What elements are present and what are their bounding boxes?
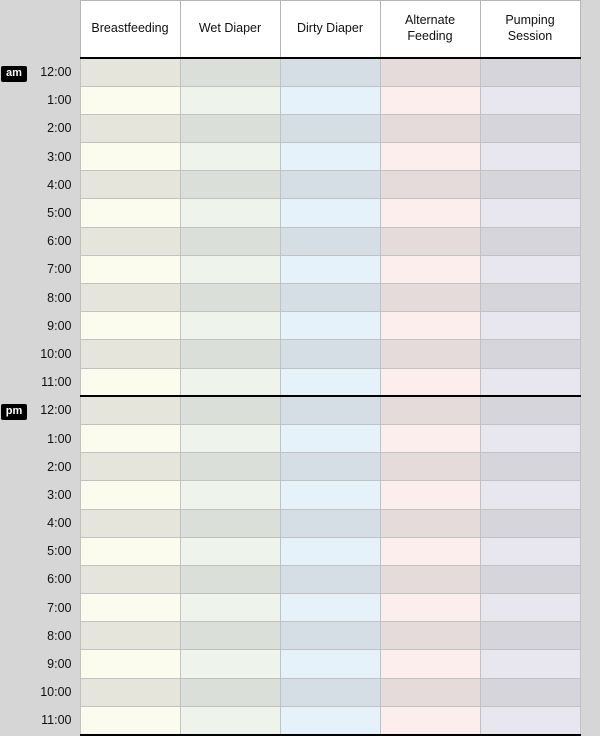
log-cell-dirty_diaper[interactable] — [280, 678, 380, 706]
column-header-alternate-feeding: Alternate Feeding — [380, 1, 480, 59]
period-cell — [0, 537, 28, 565]
log-cell-wet_diaper[interactable] — [180, 340, 280, 368]
log-cell-wet_diaper[interactable] — [180, 171, 280, 199]
log-cell-wet_diaper[interactable] — [180, 678, 280, 706]
hour-row — [0, 227, 580, 255]
period-cell — [0, 171, 28, 199]
log-cell-alternate_feeding[interactable] — [380, 706, 480, 734]
log-cell-pumping_session[interactable] — [480, 537, 580, 565]
hour-row — [0, 594, 580, 622]
log-cell-alternate_feeding[interactable] — [380, 481, 480, 509]
log-cell-wet_diaper[interactable] — [180, 58, 280, 86]
log-cell-wet_diaper[interactable] — [180, 537, 280, 565]
hour-row — [0, 481, 580, 509]
log-cell-alternate_feeding[interactable] — [380, 622, 480, 650]
log-cell-pumping_session[interactable] — [480, 255, 580, 283]
log-cell-alternate_feeding[interactable] — [380, 396, 480, 424]
log-cell-alternate_feeding[interactable] — [380, 143, 480, 171]
header-row — [0, 1, 580, 59]
log-cell-pumping_session[interactable] — [480, 453, 580, 481]
hour-row — [0, 340, 580, 368]
log-cell-dirty_diaper[interactable] — [280, 424, 380, 452]
period-cell — [0, 594, 28, 622]
log-cell-wet_diaper[interactable] — [180, 622, 280, 650]
log-cell-dirty_diaper[interactable] — [280, 284, 380, 312]
period-badge: am — [1, 66, 27, 82]
log-cell-dirty_diaper[interactable] — [280, 650, 380, 678]
hour-row — [0, 199, 580, 227]
hour-row — [0, 143, 580, 171]
hour-row — [0, 86, 580, 114]
log-cell-dirty_diaper[interactable] — [280, 537, 380, 565]
log-cell-wet_diaper[interactable] — [180, 143, 280, 171]
hour-row — [0, 58, 580, 86]
log-cell-breastfeeding[interactable] — [80, 424, 180, 452]
hour-row — [0, 424, 580, 452]
log-cell-alternate_feeding[interactable] — [380, 284, 480, 312]
period-cell — [0, 255, 28, 283]
log-cell-alternate_feeding[interactable] — [380, 340, 480, 368]
log-cell-pumping_session[interactable] — [480, 594, 580, 622]
table-body — [0, 58, 580, 735]
time-label: 5:00 — [28, 537, 80, 565]
log-cell-pumping_session[interactable] — [480, 340, 580, 368]
log-cell-pumping_session[interactable] — [480, 58, 580, 86]
log-cell-pumping_session[interactable] — [480, 565, 580, 593]
log-cell-dirty_diaper[interactable] — [280, 143, 380, 171]
log-cell-alternate_feeding[interactable] — [380, 312, 480, 340]
time-label: 6:00 — [28, 565, 80, 593]
period-cell — [0, 340, 28, 368]
period-cell — [0, 199, 28, 227]
hour-row — [0, 284, 580, 312]
log-cell-pumping_session[interactable] — [480, 199, 580, 227]
log-cell-pumping_session[interactable] — [480, 143, 580, 171]
log-cell-wet_diaper[interactable] — [180, 114, 280, 142]
time-label: 10:00 — [28, 340, 80, 368]
log-cell-wet_diaper[interactable] — [180, 368, 280, 396]
log-cell-breastfeeding[interactable] — [80, 58, 180, 86]
log-cell-breastfeeding[interactable] — [80, 312, 180, 340]
log-cell-breastfeeding[interactable] — [80, 481, 180, 509]
time-label: 2:00 — [28, 453, 80, 481]
period-cell — [0, 396, 28, 424]
log-cell-dirty_diaper[interactable] — [280, 255, 380, 283]
hour-row — [0, 565, 580, 593]
time-label: 4:00 — [28, 171, 80, 199]
log-cell-alternate_feeding[interactable] — [380, 594, 480, 622]
log-cell-alternate_feeding[interactable] — [380, 58, 480, 86]
log-cell-alternate_feeding[interactable] — [380, 255, 480, 283]
period-cell — [0, 284, 28, 312]
log-cell-pumping_session[interactable] — [480, 227, 580, 255]
table-header — [0, 1, 580, 59]
period-cell — [0, 565, 28, 593]
log-cell-breastfeeding[interactable] — [80, 171, 180, 199]
log-cell-dirty_diaper[interactable] — [280, 114, 380, 142]
log-cell-wet_diaper[interactable] — [180, 706, 280, 734]
period-cell — [0, 481, 28, 509]
log-cell-wet_diaper[interactable] — [180, 227, 280, 255]
log-cell-wet_diaper[interactable] — [180, 481, 280, 509]
log-cell-wet_diaper[interactable] — [180, 509, 280, 537]
log-cell-breastfeeding[interactable] — [80, 537, 180, 565]
period-cell — [0, 622, 28, 650]
log-cell-breastfeeding[interactable] — [80, 114, 180, 142]
log-cell-alternate_feeding[interactable] — [380, 227, 480, 255]
log-cell-alternate_feeding[interactable] — [380, 453, 480, 481]
log-cell-breastfeeding[interactable] — [80, 143, 180, 171]
period-cell — [0, 312, 28, 340]
time-label: 4:00 — [28, 509, 80, 537]
period-cell — [0, 86, 28, 114]
log-cell-dirty_diaper[interactable] — [280, 565, 380, 593]
period-cell — [0, 453, 28, 481]
log-cell-breastfeeding[interactable] — [80, 396, 180, 424]
time-label: 7:00 — [28, 255, 80, 283]
period-cell — [0, 114, 28, 142]
hour-row — [0, 255, 580, 283]
log-cell-alternate_feeding[interactable] — [380, 86, 480, 114]
log-cell-wet_diaper[interactable] — [180, 312, 280, 340]
log-cell-alternate_feeding[interactable] — [380, 424, 480, 452]
log-cell-alternate_feeding[interactable] — [380, 650, 480, 678]
period-cell — [0, 58, 28, 86]
log-cell-dirty_diaper[interactable] — [280, 227, 380, 255]
log-cell-dirty_diaper[interactable] — [280, 86, 380, 114]
period-cell — [0, 650, 28, 678]
hour-row — [0, 312, 580, 340]
log-cell-wet_diaper[interactable] — [180, 650, 280, 678]
hour-row — [0, 650, 580, 678]
log-cell-alternate_feeding[interactable] — [380, 509, 480, 537]
time-label: 12:00 — [28, 396, 80, 424]
log-cell-wet_diaper[interactable] — [180, 284, 280, 312]
log-cell-wet_diaper[interactable] — [180, 424, 280, 452]
log-cell-dirty_diaper[interactable] — [280, 312, 380, 340]
log-cell-dirty_diaper[interactable] — [280, 706, 380, 734]
log-cell-alternate_feeding[interactable] — [380, 199, 480, 227]
hour-row — [0, 396, 580, 424]
header-time-blank — [28, 1, 80, 59]
log-cell-breastfeeding[interactable] — [80, 227, 180, 255]
log-cell-breastfeeding[interactable] — [80, 453, 180, 481]
time-label: 11:00 — [28, 368, 80, 396]
time-label: 10:00 — [28, 678, 80, 706]
log-cell-pumping_session[interactable] — [480, 424, 580, 452]
period-cell — [0, 706, 28, 734]
log-cell-dirty_diaper[interactable] — [280, 622, 380, 650]
log-cell-alternate_feeding[interactable] — [380, 114, 480, 142]
log-cell-alternate_feeding[interactable] — [380, 678, 480, 706]
log-cell-breastfeeding[interactable] — [80, 594, 180, 622]
log-cell-wet_diaper[interactable] — [180, 255, 280, 283]
log-cell-breastfeeding[interactable] — [80, 565, 180, 593]
log-cell-pumping_session[interactable] — [480, 678, 580, 706]
log-cell-wet_diaper[interactable] — [180, 86, 280, 114]
time-label: 3:00 — [28, 143, 80, 171]
time-label: 7:00 — [28, 594, 80, 622]
log-cell-dirty_diaper[interactable] — [280, 340, 380, 368]
log-cell-dirty_diaper[interactable] — [280, 171, 380, 199]
log-cell-pumping_session[interactable] — [480, 622, 580, 650]
log-cell-dirty_diaper[interactable] — [280, 594, 380, 622]
period-cell — [0, 424, 28, 452]
log-cell-breastfeeding[interactable] — [80, 622, 180, 650]
hour-row — [0, 678, 580, 706]
log-cell-wet_diaper[interactable] — [180, 199, 280, 227]
hour-row — [0, 453, 580, 481]
hour-row — [0, 509, 580, 537]
log-cell-dirty_diaper[interactable] — [280, 368, 380, 396]
log-cell-dirty_diaper[interactable] — [280, 509, 380, 537]
log-cell-breastfeeding[interactable] — [80, 509, 180, 537]
log-cell-pumping_session[interactable] — [480, 509, 580, 537]
header-period-blank — [0, 1, 28, 59]
log-cell-wet_diaper[interactable] — [180, 594, 280, 622]
time-label: 9:00 — [28, 650, 80, 678]
log-cell-dirty_diaper[interactable] — [280, 453, 380, 481]
time-label: 1:00 — [28, 86, 80, 114]
period-cell — [0, 227, 28, 255]
log-cell-breastfeeding[interactable] — [80, 86, 180, 114]
log-cell-alternate_feeding[interactable] — [380, 171, 480, 199]
log-cell-alternate_feeding[interactable] — [380, 537, 480, 565]
log-cell-breastfeeding[interactable] — [80, 650, 180, 678]
hour-row — [0, 622, 580, 650]
log-cell-pumping_session[interactable] — [480, 650, 580, 678]
log-cell-breastfeeding[interactable] — [80, 340, 180, 368]
period-cell — [0, 143, 28, 171]
log-cell-wet_diaper[interactable] — [180, 396, 280, 424]
log-cell-pumping_session[interactable] — [480, 312, 580, 340]
log-cell-pumping_session[interactable] — [480, 396, 580, 424]
log-cell-pumping_session[interactable] — [480, 481, 580, 509]
log-cell-breastfeeding[interactable] — [80, 678, 180, 706]
time-label: 2:00 — [28, 114, 80, 142]
log-cell-pumping_session[interactable] — [480, 114, 580, 142]
time-label: 12:00 — [28, 58, 80, 86]
time-label: 1:00 — [28, 424, 80, 452]
log-cell-pumping_session[interactable] — [480, 86, 580, 114]
hour-row — [0, 368, 580, 396]
log-cell-alternate_feeding[interactable] — [380, 565, 480, 593]
time-label: 3:00 — [28, 481, 80, 509]
log-cell-wet_diaper[interactable] — [180, 565, 280, 593]
column-header-dirty-diaper: Dirty Diaper — [280, 1, 380, 59]
hour-row — [0, 706, 580, 734]
period-badge: pm — [1, 404, 28, 420]
log-cell-breastfeeding[interactable] — [80, 199, 180, 227]
log-cell-pumping_session[interactable] — [480, 284, 580, 312]
period-cell — [0, 509, 28, 537]
log-cell-pumping_session[interactable] — [480, 368, 580, 396]
log-cell-breastfeeding[interactable] — [80, 255, 180, 283]
log-cell-breastfeeding[interactable] — [80, 284, 180, 312]
period-cell — [0, 368, 28, 396]
time-label: 9:00 — [28, 312, 80, 340]
log-cell-alternate_feeding[interactable] — [380, 368, 480, 396]
log-cell-dirty_diaper[interactable] — [280, 199, 380, 227]
log-cell-wet_diaper[interactable] — [180, 453, 280, 481]
column-header-pumping-session: Pumping Session — [480, 1, 580, 59]
log-cell-dirty_diaper[interactable] — [280, 58, 380, 86]
log-cell-pumping_session[interactable] — [480, 171, 580, 199]
hour-row — [0, 537, 580, 565]
log-cell-dirty_diaper[interactable] — [280, 396, 380, 424]
log-cell-breastfeeding[interactable] — [80, 706, 180, 734]
time-label: 11:00 — [28, 706, 80, 734]
log-cell-pumping_session[interactable] — [480, 706, 580, 734]
log-cell-dirty_diaper[interactable] — [280, 481, 380, 509]
hour-row — [0, 171, 580, 199]
time-label: 8:00 — [28, 622, 80, 650]
hour-row — [0, 114, 580, 142]
time-label: 8:00 — [28, 284, 80, 312]
time-label: 5:00 — [28, 199, 80, 227]
column-header-breastfeeding: Breastfeeding — [80, 1, 180, 59]
log-cell-breastfeeding[interactable] — [80, 368, 180, 396]
period-cell — [0, 678, 28, 706]
column-header-wet-diaper: Wet Diaper — [180, 1, 280, 59]
time-label: 6:00 — [28, 227, 80, 255]
